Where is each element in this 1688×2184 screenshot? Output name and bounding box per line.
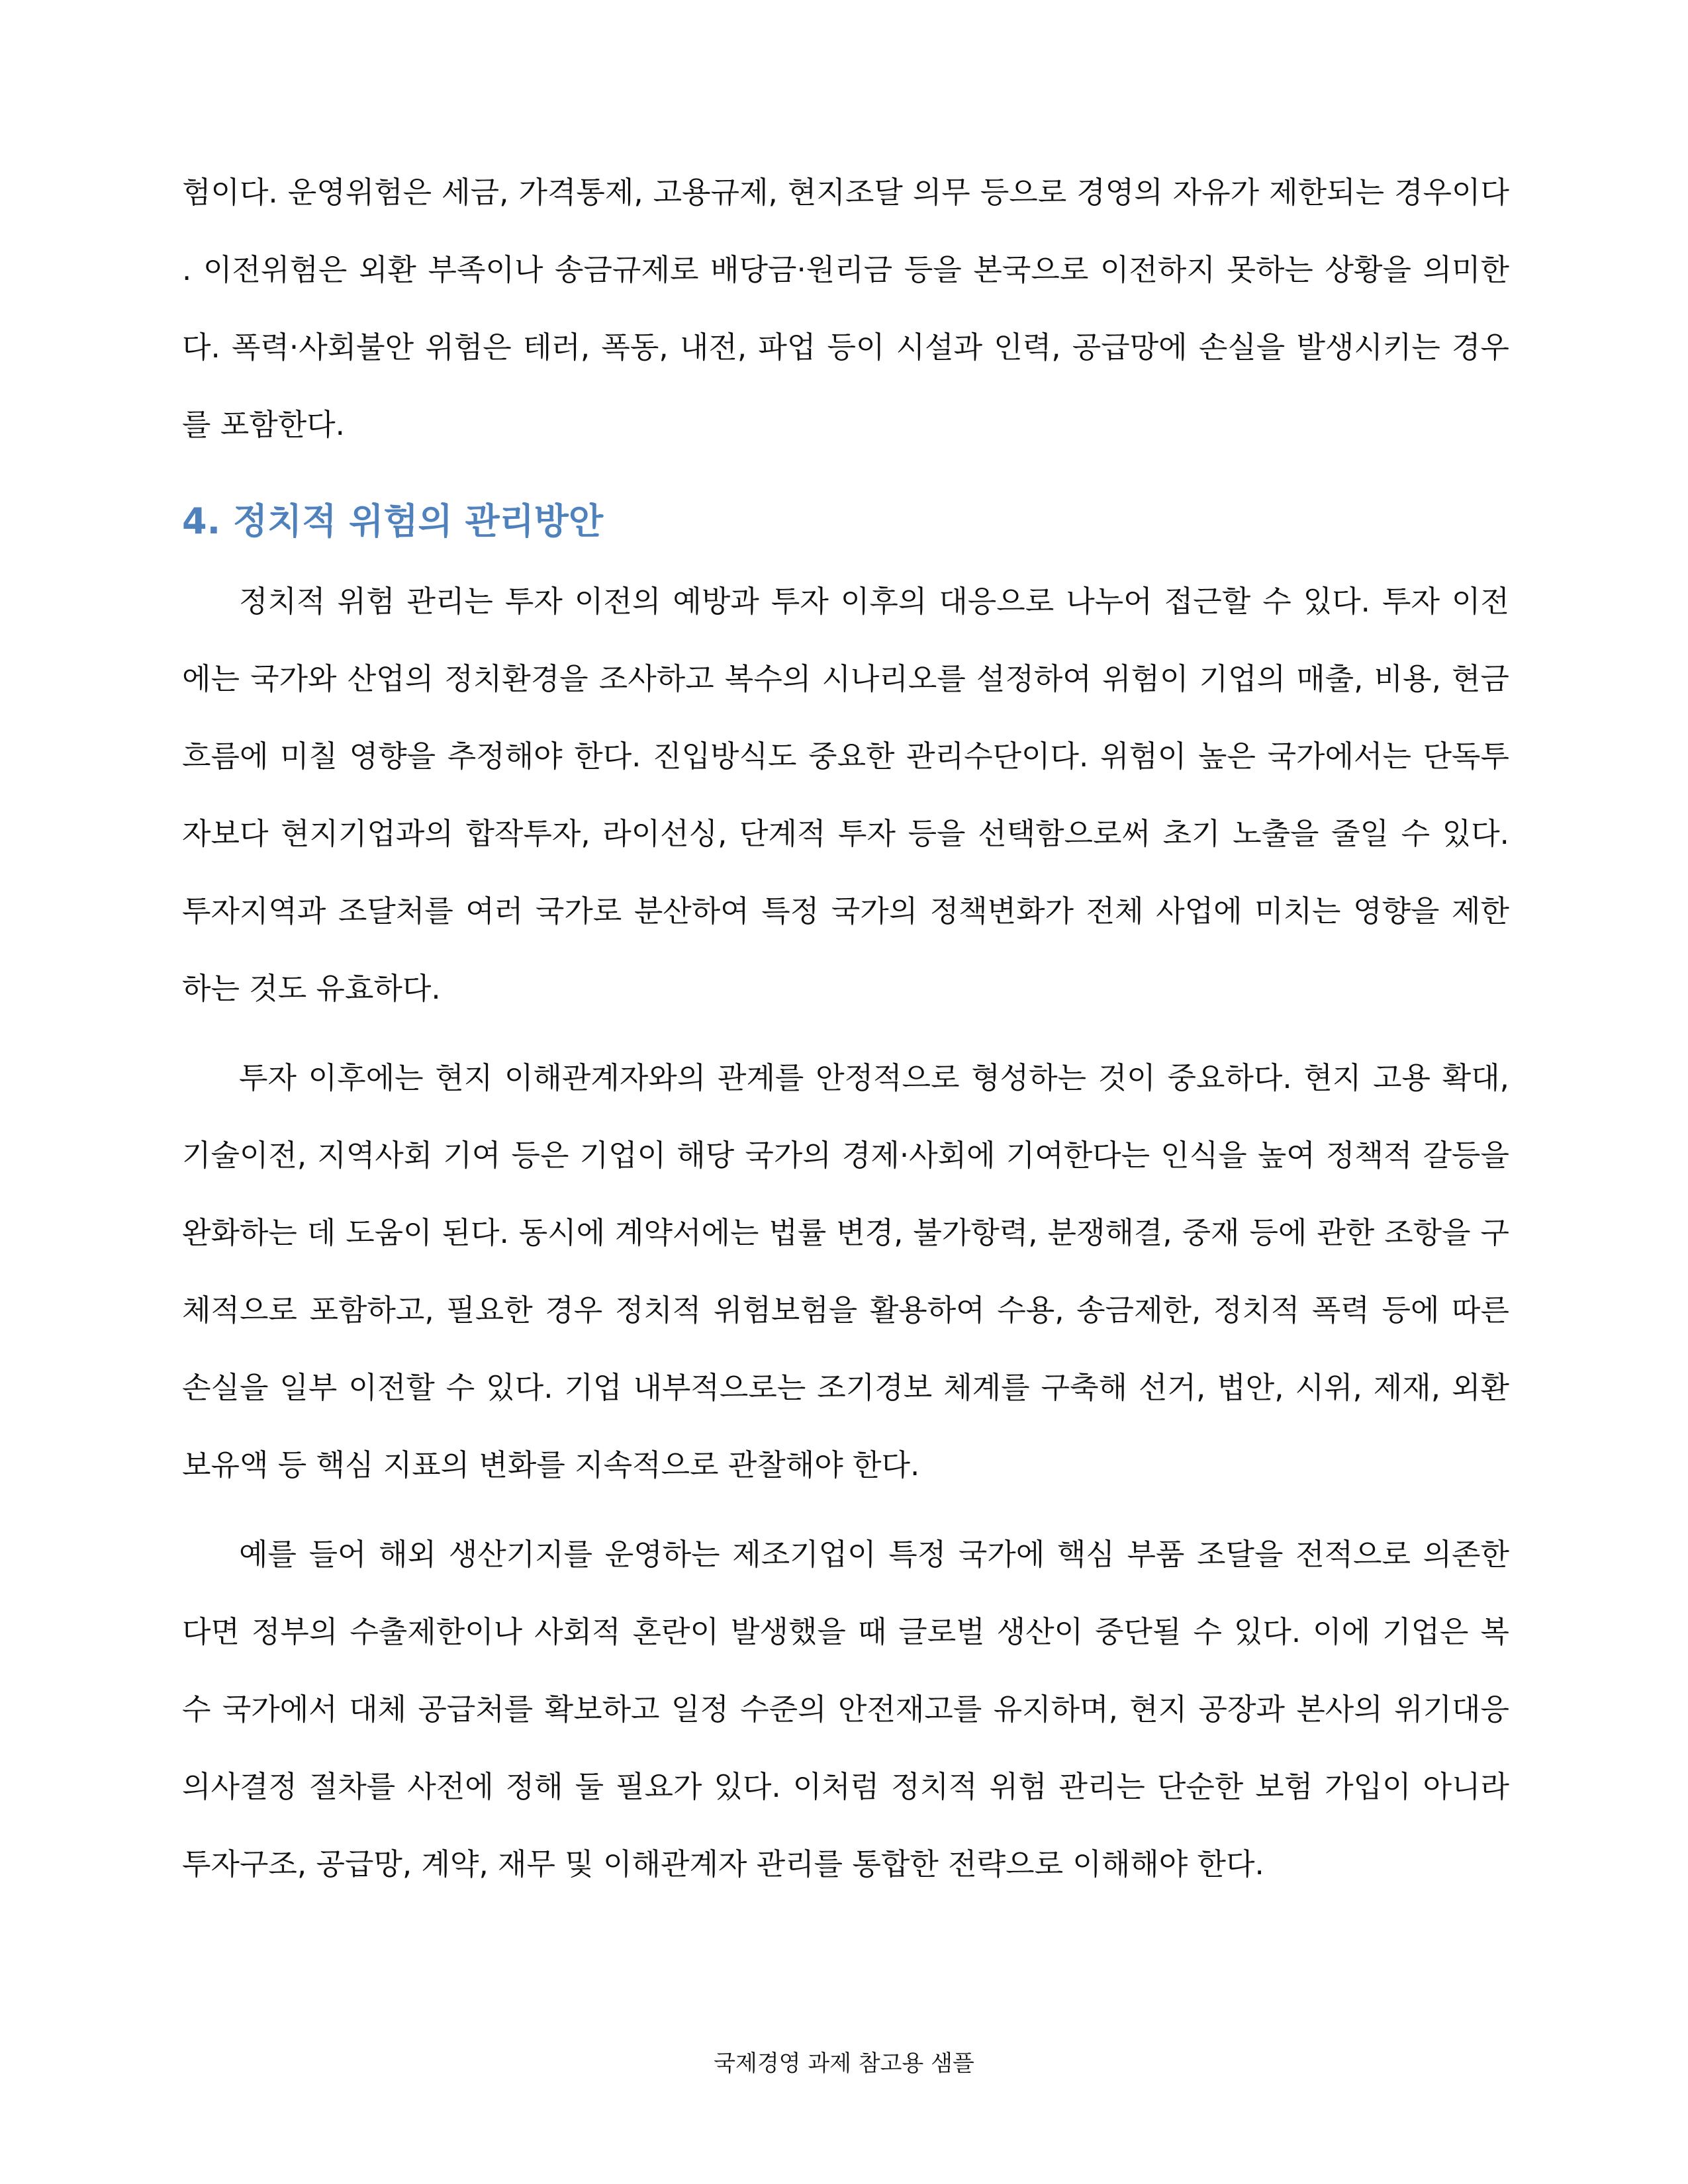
text-line: 완화하는 데 도움이 된다. 동시에 계약서에는 법률 변경, 불가항력, 분쟁해결, 중재 등에 관한 조항을 구 <box>182 1215 1509 1250</box>
text-line: 다. 폭력·사회불안 위험은 테러, 폭동, 내전, 파업 등이 시설과 인력, 공급망에 손실을 발생시키는 경우 <box>182 330 1509 365</box>
text-line: 예를 들어 해외 생산기지를 운영하는 제조기업이 특정 국가에 핵심 부품 조달을 전적으로 의존한 <box>239 1537 1509 1572</box>
text-line: . 이전위험은 외환 부족이나 송금규제로 배당금·원리금 등을 본국으로 이전하지 못하는 상황을 의미한 <box>182 252 1509 287</box>
text-line: 에는 국가와 산업의 정치환경을 조사하고 복수의 시나리오를 설정하여 위험이 기업의 매출, 비용, 현금 <box>182 661 1509 696</box>
text-line: 투자 이후에는 현지 이해관계자와의 관계를 안정적으로 형성하는 것이 중요하다. 현지 고용 확대, <box>239 1060 1509 1095</box>
intro-paragraph <box>182 154 1509 463</box>
text-line: 하는 것도 유효하다. <box>182 971 441 1006</box>
text-line: 투자구조, 공급망, 계약, 재무 및 이해관계자 관리를 통합한 전략으로 이해해야 한다. <box>182 1846 1264 1882</box>
text-line: 보유액 등 핵심 지표의 변화를 지속적으로 관찰해야 한다. <box>182 1447 920 1482</box>
text-line: 투자지역과 조달처를 여러 국가로 분산하여 특정 국가의 정책변화가 전체 사업에 미치는 영향을 제한 <box>182 893 1509 929</box>
page-footer: 국제경영 과제 참고용 샘플 <box>714 2050 974 2077</box>
text-line: 수 국가에서 대체 공급처를 확보하고 일정 수준의 안전재고를 유지하며, 현지 공장과 본사의 위기대응 <box>182 1692 1509 1727</box>
section-heading: 4. 정치적 위험의 관리방안 <box>182 500 604 542</box>
text-line: 를 포함한다. <box>182 407 345 442</box>
document-body <box>182 154 1509 1903</box>
text-line: 흐름에 미칠 영향을 추정해야 한다. 진입방식도 중요한 관리수단이다. 위험이 높은 국가에서는 단독투 <box>182 739 1509 774</box>
paragraph-3 <box>182 1516 1509 1903</box>
text-line: 의사결정 절차를 사전에 정해 둘 필요가 있다. 이처럼 정치적 위험 관리는 단순한 보험 가입이 아니라 <box>182 1769 1509 1804</box>
text-line: 정치적 위험 관리는 투자 이전의 예방과 투자 이후의 대응으로 나누어 접근할 수 있다. 투자 이전 <box>239 584 1509 619</box>
text-line: 손실을 일부 이전할 수 있다. 기업 내부적으로는 조기경보 체계를 구축해 선거, 법안, 시위, 제재, 외환 <box>182 1370 1509 1405</box>
paragraph-1 <box>182 563 1509 1027</box>
text-line: 체적으로 포함하고, 필요한 경우 정치적 위험보험을 활용하여 수용, 송금제한, 정치적 폭력 등에 따른 <box>182 1293 1509 1328</box>
paragraph-2 <box>182 1039 1509 1504</box>
text-line: 기술이전, 지역사회 기여 등은 기업이 해당 국가의 경제·사회에 기여한다는 인식을 높여 정책적 갈등을 <box>182 1138 1509 1173</box>
text-line: 험이다. 운영위험은 세금, 가격통제, 고용규제, 현지조달 의무 등으로 경영의 자유가 제한되는 경우이다 <box>182 175 1509 210</box>
text-line: 자보다 현지기업과의 합작투자, 라이선싱, 단계적 투자 등을 선택함으로써 초기 노출을 줄일 수 있다. <box>182 816 1509 851</box>
text-line: 다면 정부의 수출제한이나 사회적 혼란이 발생했을 때 글로벌 생산이 중단될 수 있다. 이에 기업은 복 <box>182 1614 1509 1649</box>
